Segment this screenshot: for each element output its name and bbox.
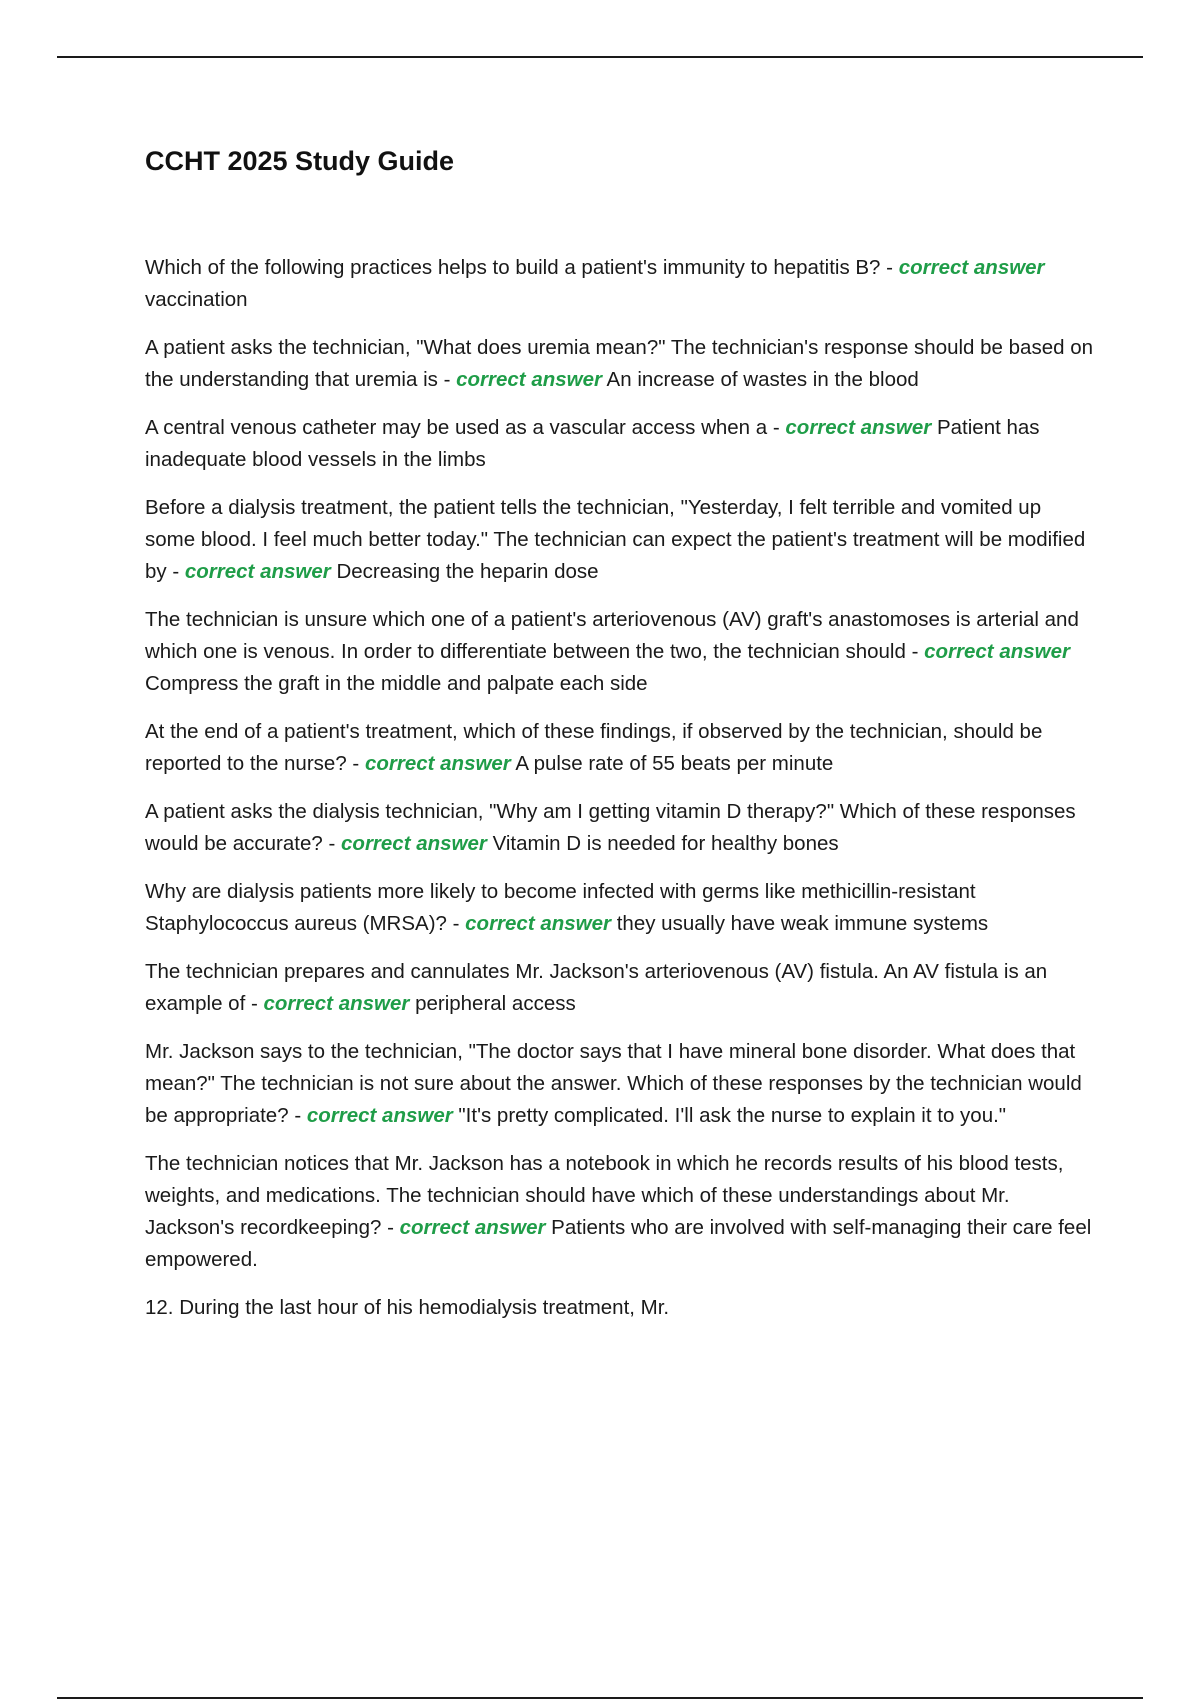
correct-answer-label: correct answer xyxy=(785,416,932,439)
separator: - xyxy=(446,912,466,935)
answer-text: Vitamin D is needed for healthy bones xyxy=(492,832,839,855)
trailing-text: 12. During the last hour of his hemodialysis treatment, Mr. xyxy=(145,1296,670,1319)
bottom-divider xyxy=(57,1697,1143,1699)
separator: - xyxy=(166,560,185,583)
correct-answer-label: correct answer xyxy=(465,912,612,935)
qa-item xyxy=(145,332,1095,396)
separator: - xyxy=(437,368,457,391)
correct-answer-label: correct answer xyxy=(399,1216,546,1239)
separator: - xyxy=(288,1104,307,1127)
correct-answer-label: correct answer xyxy=(924,640,1070,663)
correct-answer-label: correct answer xyxy=(456,368,602,391)
qa-item xyxy=(145,492,1095,588)
correct-answer-label: correct answer xyxy=(263,992,410,1015)
question-text: Why are dialysis patients more likely to become infected with germs like methicillin-resistant Staphylococcus aureus (MRSA)? xyxy=(145,880,976,935)
page-title: CCHT 2025 Study Guide xyxy=(145,146,455,176)
qa-item xyxy=(145,956,1095,1020)
qa-item xyxy=(145,796,1095,860)
answer-text: Compress the graft in the middle and palpate each side xyxy=(145,672,648,695)
qa-item xyxy=(145,1036,1095,1132)
separator: - xyxy=(905,640,925,663)
correct-answer-label: correct answer xyxy=(898,256,1045,279)
question-text: Before a dialysis treatment, the patient tells the technician, "Yesterday, I felt terrible and vomited up some blood. I feel much better today." The technician can expect the patient's treatment will be modified by xyxy=(145,496,1086,583)
question-text: A central venous catheter may be used as a vascular access when a xyxy=(145,416,768,439)
answer-text: "It's pretty complicated. I'll ask the nurse to explain it to you." xyxy=(458,1104,1007,1127)
question-text: Mr. Jackson says to the technician, "The doctor says that I have mineral bone disorder. What does that mean?" The technician is not sure about the answer. Which of these responses by the technician would be appropriate? xyxy=(145,1040,1082,1127)
qa-list xyxy=(145,252,1095,1324)
answer-text: peripheral access xyxy=(415,992,576,1015)
separator: - xyxy=(767,416,786,439)
answer-text: An increase of wastes in the blood xyxy=(606,368,919,391)
question-text: The technician is unsure which one of a patient's arteriovenous (AV) graft's anastomoses is arterial and which one is venous. In order to differentiate between the two, the technician should xyxy=(145,608,1079,663)
question-text: The technician notices that Mr. Jackson has a notebook in which he records results of his blood tests, weights, and medications. The technician should have which of these understandings about Mr. Jackson's recordkeeping? xyxy=(145,1152,1064,1239)
answer-text: vaccination xyxy=(145,288,248,311)
question-text: The technician prepares and cannulates Mr. Jackson's arteriovenous (AV) fistula. An AV fistula is an example of xyxy=(145,960,1048,1015)
answer-text: they usually have weak immune systems xyxy=(616,912,989,935)
separator: - xyxy=(346,752,365,775)
separator: - xyxy=(880,256,899,279)
correct-answer-label: correct answer xyxy=(341,832,487,855)
question-text: Which of the following practices helps to build a patient's immunity to hepatitis B? xyxy=(145,256,881,279)
answer-text: Patients who are involved with self-managing their care feel empowered. xyxy=(145,1216,1092,1271)
separator: - xyxy=(381,1216,400,1239)
qa-item xyxy=(145,716,1095,780)
question-text: A patient asks the technician, "What does uremia mean?" The technician's response should be based on the understanding that uremia is xyxy=(145,336,1094,391)
qa-item xyxy=(145,876,1095,940)
answer-text: Decreasing the heparin dose xyxy=(336,560,599,583)
separator: - xyxy=(245,992,264,1015)
question-text: At the end of a patient's treatment, which of these findings, if observed by the technician, should be reported to the nurse? xyxy=(145,720,1043,775)
top-divider xyxy=(57,56,1143,58)
qa-item xyxy=(145,604,1095,700)
qa-item xyxy=(145,1148,1095,1276)
qa-item xyxy=(145,412,1095,476)
correct-answer-label: correct answer xyxy=(184,560,331,583)
qa-item xyxy=(145,252,1095,316)
answer-text: Patient has inadequate blood vessels in the limbs xyxy=(145,416,1040,471)
correct-answer-label: correct answer xyxy=(306,1104,453,1127)
separator: - xyxy=(322,832,342,855)
correct-answer-label: correct answer xyxy=(364,752,511,775)
question-text: A patient asks the dialysis technician, "Why am I getting vitamin D therapy?" Which of these responses would be accurate? xyxy=(145,800,1076,855)
answer-text: A pulse rate of 55 beats per minute xyxy=(515,752,834,775)
